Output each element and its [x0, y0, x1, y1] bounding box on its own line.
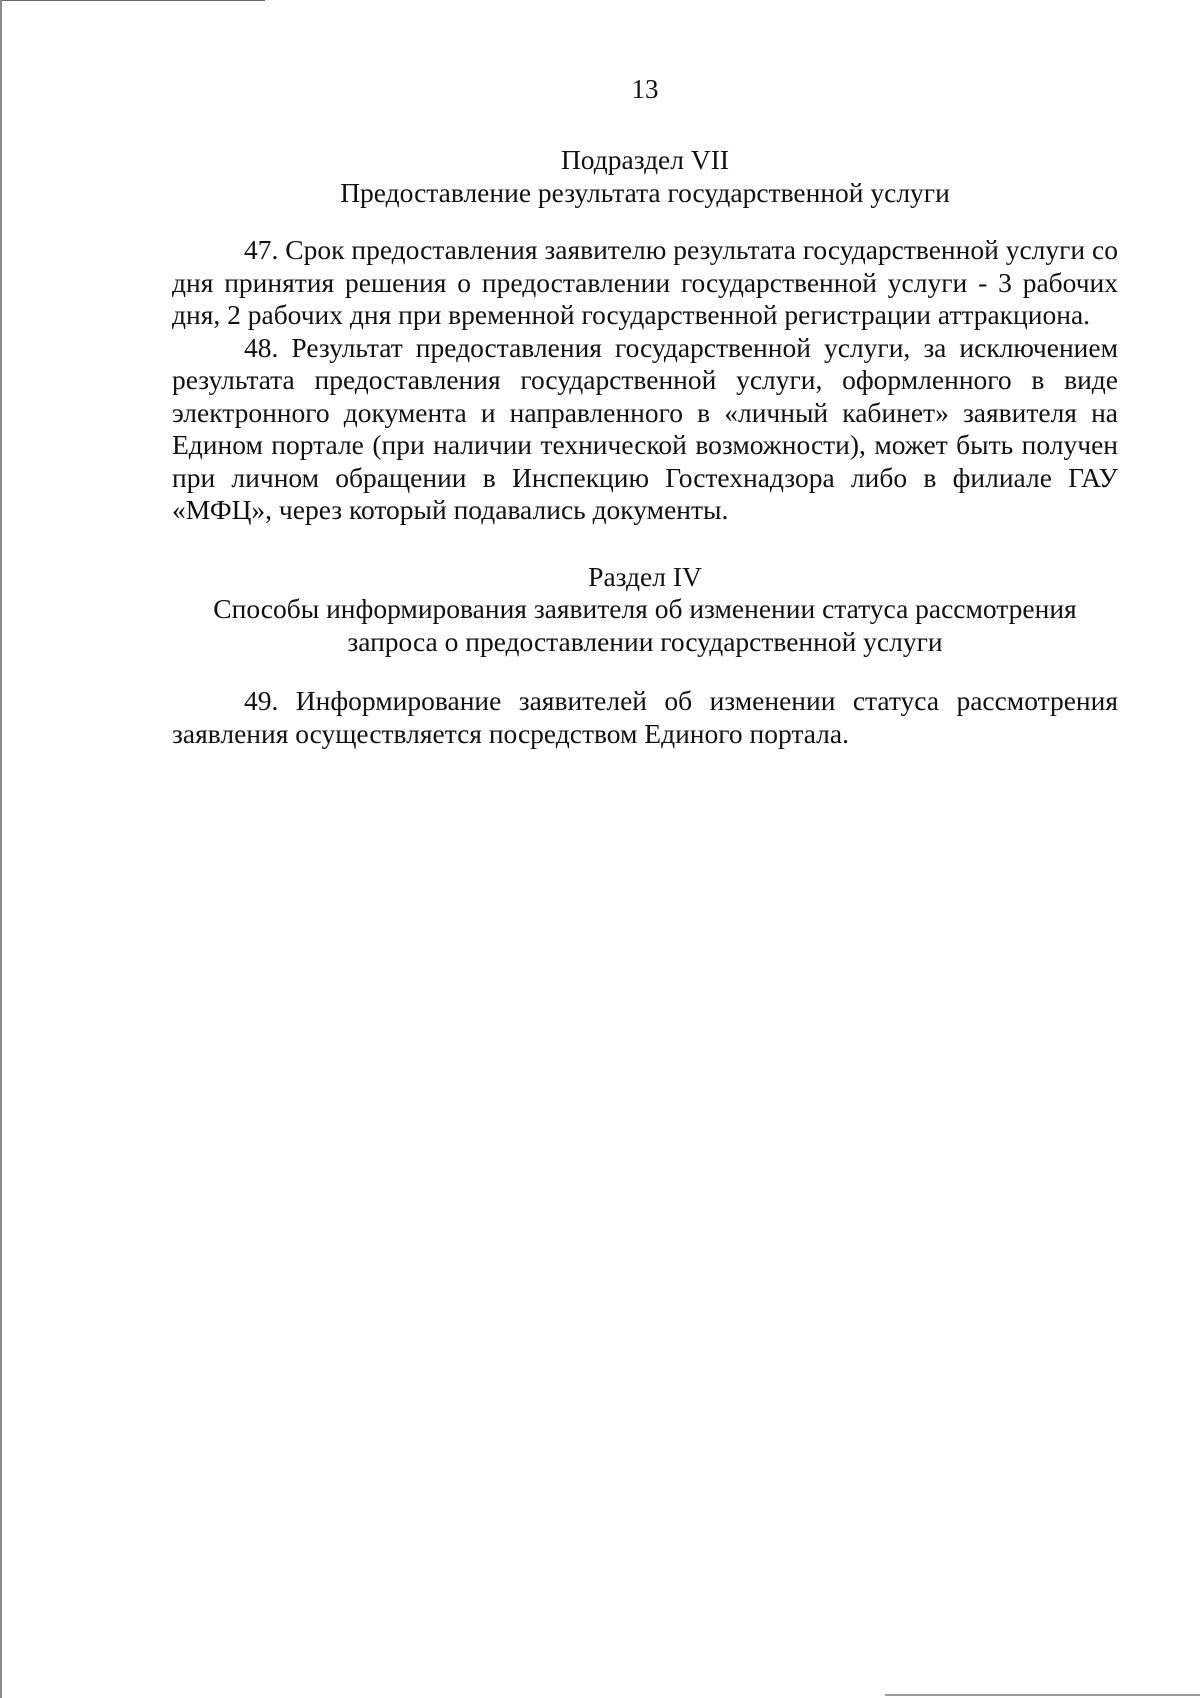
- scan-edge-bottom: [885, 1694, 1200, 1696]
- scan-edge-left: [0, 0, 2, 1698]
- document-body: [172, 144, 1118, 750]
- scan-edge-top: [0, 0, 265, 1]
- section-title-line-1: Способы информирования заявителя об изменении статуса рассмотрения: [213, 593, 1077, 624]
- spacer: [172, 658, 1118, 685]
- section-title-line-2: запроса о предоставлении государственной услуги: [347, 625, 943, 657]
- page-number: 13: [631, 74, 659, 104]
- subsection-label: Подраздел VII: [560, 144, 730, 175]
- paragraph-48: 48. Результат предоставления государственной услуги, за исключением результата предоставления государственной услуги, оформленного в виде электронного документа и направленного в «личный кабинет» заявителя на Едином портале (при наличии технической возможности), может быть получен при личном обращении в Инспекцию Гостехнадзора либо в филиале ГАУ «МФЦ», через который подавались документы.: [172, 331, 1118, 525]
- paragraph-49: 49. Информирование заявителей об изменении статуса рассмотрения заявления осуществляется посредством Единого портала.: [172, 685, 1118, 749]
- subsection-title: Предоставление результата государственной услуги: [340, 176, 950, 208]
- section-heading: [172, 561, 1118, 659]
- paragraph-47: 47. Срок предоставления заявителю результата государственной услуги со дня принятия решения о предоставлении государственной услуги - 3 рабочих дня, 2 рабочих дня при временной государственной регистрации аттракциона.: [172, 234, 1118, 330]
- section-label: Раздел IV: [588, 560, 702, 592]
- spacer: [172, 527, 1118, 561]
- subsection-heading: [172, 144, 1118, 209]
- spacer: [172, 209, 1118, 234]
